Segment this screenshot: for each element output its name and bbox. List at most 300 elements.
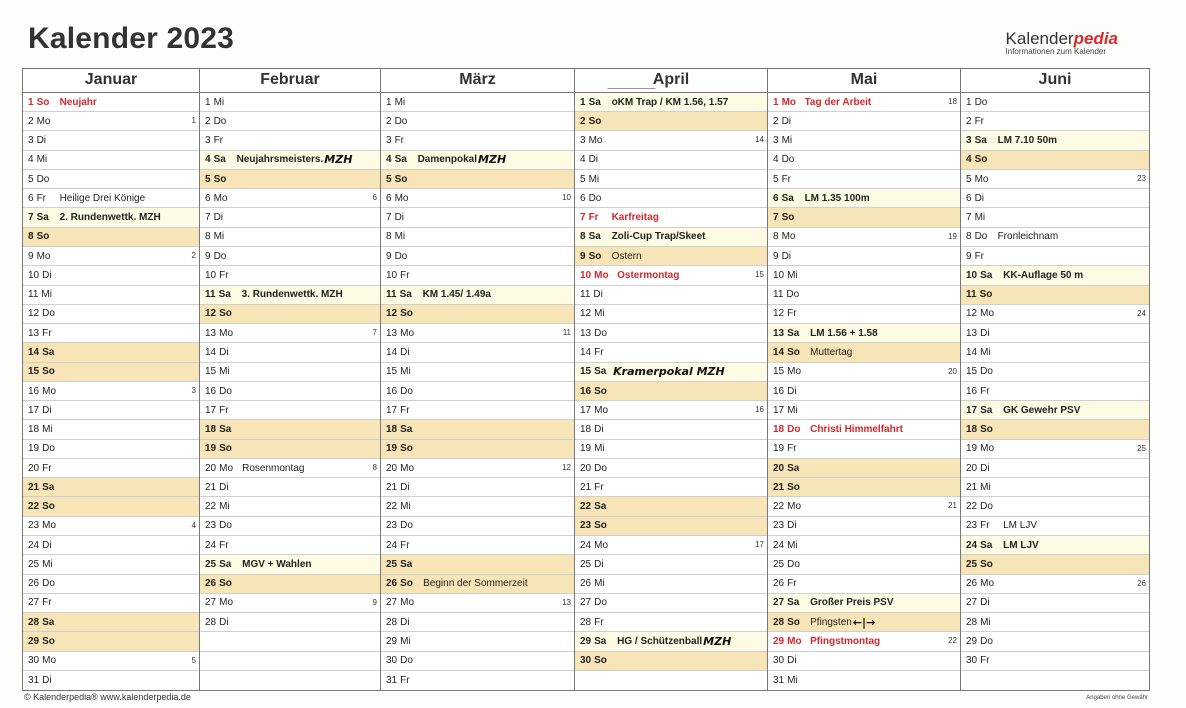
day-row [768, 478, 960, 497]
weekday: So [594, 520, 607, 532]
day-row [961, 401, 1149, 420]
weekday: Fr [588, 212, 599, 224]
day-number: 17 [966, 404, 978, 416]
day-number: 26 [205, 578, 217, 590]
day-row [23, 228, 199, 247]
weekday: Sa [219, 424, 232, 436]
day-number: 3 [205, 135, 211, 147]
day-number: 10 [966, 269, 978, 281]
day-row [381, 575, 574, 594]
day-number: 21 [386, 481, 398, 493]
day-row [200, 208, 380, 227]
weekday: Fr [42, 327, 52, 339]
day-number: 27 [28, 597, 40, 609]
day-row [381, 151, 574, 170]
weekday: So [787, 616, 800, 628]
month-märz [381, 69, 575, 690]
weekday: Sa [594, 501, 607, 513]
day-number: 7 [205, 212, 211, 224]
calendar-grid [22, 68, 1150, 691]
event-text: KK-Auflage 50 m [1003, 269, 1084, 281]
day-number: 3 [28, 135, 34, 147]
day-number: 1 [773, 96, 779, 108]
day-row [23, 459, 199, 478]
day-row [200, 555, 380, 574]
day-number: 20 [580, 462, 592, 474]
day-number: 26 [386, 578, 398, 590]
day-number: 20 [205, 462, 217, 474]
day-row [575, 536, 767, 555]
weekday: Mi [781, 135, 793, 147]
weekday: Fr [974, 250, 985, 262]
day-number: 3 [966, 135, 972, 147]
day-number: 27 [773, 597, 785, 609]
day-row [768, 324, 960, 343]
day-number: 14 [966, 346, 978, 358]
weekday: Fr [213, 135, 224, 147]
weekday: Mo [42, 655, 57, 667]
day-row [575, 555, 767, 574]
week-number: 13 [562, 597, 571, 607]
day-row [23, 440, 199, 459]
weekday: Sa [399, 289, 412, 301]
weekday: Mi [787, 674, 798, 686]
day-number: 8 [966, 231, 972, 243]
brand-name-main: Kalender [1005, 29, 1074, 48]
day-number: 29 [28, 635, 40, 647]
weekday: Fr [42, 597, 52, 609]
weekday: Di [42, 404, 52, 416]
weekday: Sa [787, 327, 800, 339]
weekday: Mi [400, 635, 411, 647]
week-number: 24 [1137, 308, 1146, 318]
day-row [200, 286, 380, 305]
day-number: 28 [28, 616, 40, 628]
day-row [961, 93, 1149, 112]
day-number: 20 [966, 462, 978, 474]
weekday: Mi [213, 231, 225, 243]
day-row [381, 613, 574, 632]
handwritten-note: MZH [478, 153, 507, 167]
weekday: Sa [980, 404, 993, 416]
weekday: Mi [394, 96, 406, 108]
weekday: Di [588, 154, 599, 166]
weekday: So [394, 173, 408, 185]
day-row [381, 343, 574, 362]
event-text: HG / Schützenball [617, 635, 703, 647]
day-number: 22 [28, 501, 40, 513]
day-number: 15 [28, 366, 40, 378]
weekday: So [979, 289, 993, 301]
weekday: Fr [400, 404, 410, 416]
day-row [23, 575, 199, 594]
weekday: Do [980, 366, 993, 378]
event-text: oKM Trap / KM 1.56, 1.57 [611, 96, 729, 108]
day-row [23, 478, 199, 497]
weekday: Di [400, 346, 410, 358]
day-row [961, 228, 1149, 247]
day-row [961, 151, 1149, 170]
day-number: 4 [773, 154, 779, 166]
day-row [961, 652, 1149, 671]
day-row [575, 575, 767, 594]
event-text: Beginn der Sommerzeit [423, 578, 528, 590]
brand-logo [1006, 30, 1118, 57]
day-number: 14 [580, 346, 592, 358]
day-row [200, 440, 380, 459]
event-text: Fronleichnam [997, 231, 1059, 243]
day-row [23, 652, 199, 671]
day-number: 21 [580, 481, 592, 493]
day-number: 8 [28, 231, 34, 243]
day-number: 4 [386, 154, 392, 166]
weekday: Mo [213, 192, 228, 204]
day-row [200, 93, 380, 112]
day-number: 8 [205, 231, 211, 243]
weekday: So [36, 231, 50, 243]
day-number: 19 [580, 443, 592, 455]
month-header: Februar [200, 69, 380, 93]
weekday: So [219, 578, 232, 590]
weekday: Do [594, 327, 607, 339]
day-row [381, 517, 574, 536]
day-number: 25 [773, 558, 785, 570]
day-row [575, 401, 767, 420]
day-number: 25 [966, 558, 978, 570]
weekday: Di [219, 616, 229, 628]
day-row [381, 478, 574, 497]
day-row [575, 420, 767, 439]
day-number: 11 [28, 289, 39, 301]
weekday: Do [213, 250, 227, 262]
day-row [23, 131, 199, 150]
month-mai [768, 69, 961, 690]
day-number: 10 [773, 269, 785, 281]
day-row [961, 208, 1149, 227]
weekday: Sa [980, 269, 993, 281]
weekday: Mo [781, 231, 796, 243]
day-row [575, 478, 767, 497]
weekday: Fr [594, 346, 604, 358]
day-row [768, 497, 960, 516]
event-text: Christi Himmelfahrt [810, 424, 903, 436]
weekday: Di [594, 558, 604, 570]
day-row [575, 208, 767, 227]
day-number: 19 [966, 443, 978, 455]
day-row [768, 93, 960, 112]
day-number: 31 [386, 674, 398, 686]
day-row [23, 343, 199, 362]
day-number: 12 [580, 308, 592, 320]
day-number: 30 [773, 655, 785, 667]
event-text: Neujahr [59, 96, 97, 108]
weekday: Mo [36, 250, 51, 262]
weekday: Fr [974, 115, 985, 127]
weekday: Do [42, 443, 55, 455]
day-number: 24 [580, 539, 592, 551]
weekday: Do [394, 250, 408, 262]
month-header: Mai [768, 69, 960, 93]
day-row-empty [200, 671, 380, 690]
day-number: 31 [28, 674, 40, 686]
day-row [23, 671, 199, 690]
day-number: 5 [386, 173, 392, 185]
week-number: 26 [1137, 578, 1146, 588]
week-number: 16 [755, 405, 764, 415]
weekday: Do [786, 289, 800, 301]
day-number: 27 [386, 597, 398, 609]
day-number: 22 [773, 501, 785, 513]
day-row [768, 613, 960, 632]
weekday: Mi [588, 173, 600, 185]
day-number: 10 [205, 269, 217, 281]
day-number: 2 [580, 115, 586, 127]
day-row [768, 459, 960, 478]
weekday: Mi [400, 501, 411, 513]
event-text: LM 1.56 + 1.58 [810, 327, 878, 339]
day-row [200, 382, 380, 401]
day-number: 16 [773, 385, 785, 397]
day-row [381, 131, 574, 150]
day-row [961, 363, 1149, 382]
event-text: 2. Rundenwettk. MZH [59, 212, 161, 224]
day-row [23, 382, 199, 401]
weekday: Mi [980, 616, 991, 628]
day-row [575, 266, 767, 285]
weekday: So [588, 250, 602, 262]
day-row [381, 286, 574, 305]
day-number: 15 [773, 366, 785, 378]
day-row [575, 594, 767, 613]
weekday: So [42, 635, 55, 647]
day-row [768, 305, 960, 324]
weekday: So [787, 346, 800, 358]
day-row [575, 189, 767, 208]
weekday: Do [594, 462, 607, 474]
day-row [961, 478, 1149, 497]
day-number: 29 [386, 635, 398, 647]
day-number: 8 [386, 231, 392, 243]
day-row [23, 247, 199, 266]
day-row [200, 517, 380, 536]
day-row [200, 401, 380, 420]
day-number: 26 [966, 578, 978, 590]
day-row [961, 536, 1149, 555]
weekday: Di [787, 655, 797, 667]
weekday: Di [219, 346, 229, 358]
day-row [23, 613, 199, 632]
day-number: 21 [966, 481, 978, 493]
day-number: 18 [773, 424, 785, 436]
day-row [200, 131, 380, 150]
day-number: 31 [773, 674, 785, 686]
day-number: 1 [205, 96, 211, 108]
day-number: 5 [28, 173, 34, 185]
event-text: Heilige Drei Könige [59, 192, 146, 204]
month-header: März [381, 69, 574, 93]
day-number: 16 [580, 385, 592, 397]
weekday: Fr [787, 578, 797, 590]
weekday: Sa [781, 192, 794, 204]
day-number: 14 [773, 346, 785, 358]
weekday: Mi [787, 539, 798, 551]
weekday: So [980, 424, 993, 436]
week-number: 14 [755, 135, 764, 145]
weekday: Fr [42, 462, 52, 474]
day-number: 12 [28, 308, 40, 320]
day-row [575, 497, 767, 516]
day-number: 1 [966, 96, 972, 108]
weekday: Do [787, 558, 800, 570]
day-row [768, 363, 960, 382]
day-number: 23 [773, 520, 785, 532]
day-row [23, 401, 199, 420]
day-row [961, 575, 1149, 594]
day-number: 26 [773, 578, 785, 590]
day-row [768, 189, 960, 208]
day-number: 18 [386, 424, 398, 436]
weekday: Sa [36, 212, 49, 224]
weekday: Mi [594, 578, 605, 590]
weekday: Do [213, 115, 227, 127]
day-row [381, 363, 574, 382]
day-number: 23 [580, 520, 592, 532]
day-row [768, 266, 960, 285]
day-row [768, 151, 960, 170]
day-number: 21 [773, 481, 785, 493]
day-row [768, 536, 960, 555]
weekday: Fr [36, 192, 47, 204]
weekday: Di [980, 327, 990, 339]
day-row [23, 208, 199, 227]
event-text: GK Gewehr PSV [1003, 404, 1081, 416]
weekday: Mi [594, 443, 605, 455]
month-header: Januar [23, 69, 199, 93]
weekday: Do [400, 385, 413, 397]
weekday: Fr [219, 269, 229, 281]
weekday: Di [219, 481, 229, 493]
weekday: Mo [42, 520, 57, 532]
weekday: Fr [980, 655, 990, 667]
day-row [200, 536, 380, 555]
day-row [768, 382, 960, 401]
weekday: Mo [394, 192, 409, 204]
day-row [23, 93, 199, 112]
weekday: Mo [980, 308, 995, 320]
weekday: Sa [588, 96, 601, 108]
day-number: 8 [580, 231, 586, 243]
weekday: Di [42, 269, 52, 281]
week-number: 10 [562, 193, 571, 203]
day-number: 18 [205, 424, 217, 436]
weekday: Mo [400, 327, 415, 339]
weekday: Mi [219, 501, 230, 513]
event-text: Rosenmontag [242, 462, 305, 474]
event-text: KM 1.45/ 1.49a [422, 289, 491, 301]
event-text: Damenpokal [417, 154, 478, 166]
handwritten-note: Kramerpokal MZH [613, 365, 725, 379]
day-row [575, 151, 767, 170]
weekday: Mo [781, 96, 797, 108]
day-row [381, 208, 574, 227]
day-number: 29 [773, 635, 785, 647]
weekday: Do [42, 578, 55, 590]
weekday: Fr [594, 481, 604, 493]
day-row [381, 594, 574, 613]
day-number: 9 [28, 250, 34, 262]
day-number: 28 [205, 616, 217, 628]
weekday: Do [394, 115, 408, 127]
week-number: 15 [755, 270, 764, 280]
day-row [768, 131, 960, 150]
day-row [961, 324, 1149, 343]
day-row [23, 305, 199, 324]
day-number: 6 [580, 192, 586, 204]
weekday: Mi [980, 346, 991, 358]
day-number: 28 [580, 616, 592, 628]
weekday: Di [974, 192, 985, 204]
day-number: 13 [205, 327, 217, 339]
day-row [575, 286, 767, 305]
weekday: So [980, 558, 993, 570]
week-number: 20 [948, 366, 957, 376]
day-row [381, 652, 574, 671]
day-number: 3 [386, 135, 392, 147]
month-februar [200, 69, 381, 690]
day-row [200, 343, 380, 362]
event-text: Pfingstmontag [810, 635, 881, 647]
day-number: 10 [28, 269, 40, 281]
weekday: Do [974, 96, 988, 108]
day-number: 28 [773, 616, 785, 628]
weekday: Do [219, 520, 232, 532]
day-number: 30 [28, 655, 40, 667]
day-row [768, 208, 960, 227]
weekday: Do [42, 308, 55, 320]
weekday: Do [588, 192, 602, 204]
day-row [23, 189, 199, 208]
day-number: 6 [773, 192, 779, 204]
day-number: 28 [386, 616, 398, 628]
day-number: 22 [205, 501, 217, 513]
day-number: 8 [773, 231, 779, 243]
weekday: Sa [219, 558, 232, 570]
day-number: 1 [28, 96, 34, 108]
day-row [200, 112, 380, 131]
week-number: 12 [562, 462, 571, 472]
day-number: 26 [28, 578, 40, 590]
weekday: Sa [42, 346, 55, 358]
weekday: Do [980, 635, 993, 647]
weekday: Di [980, 462, 990, 474]
day-number: 2 [205, 115, 211, 127]
weekday: Mi [400, 366, 411, 378]
handwritten-note: ←|→ [852, 615, 876, 629]
weekday: So [219, 443, 232, 455]
day-row [381, 459, 574, 478]
day-row [961, 517, 1149, 536]
day-number: 17 [386, 404, 398, 416]
day-row [381, 382, 574, 401]
weekday: Mi [213, 96, 225, 108]
day-number: 25 [580, 558, 592, 570]
day-row [381, 93, 574, 112]
day-row [575, 652, 767, 671]
week-number: 5 [191, 655, 196, 665]
day-row [381, 536, 574, 555]
event-text: Tag der Arbeit [804, 96, 872, 108]
day-row [575, 247, 767, 266]
